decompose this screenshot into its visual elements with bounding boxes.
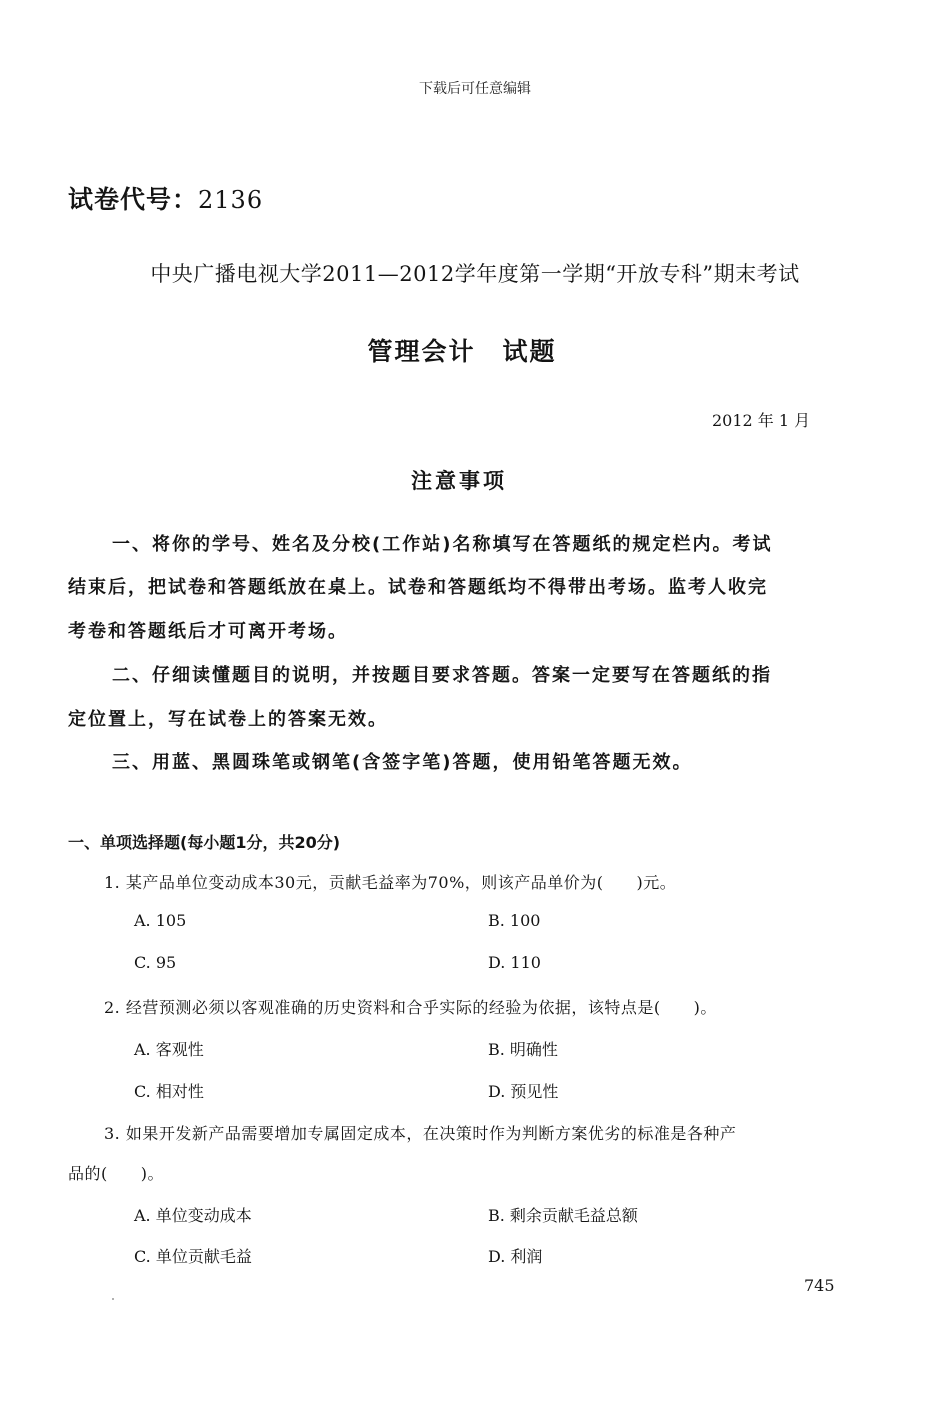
question-option: C. 单位贡献毛益 bbox=[134, 1247, 252, 1266]
notice-line: 考卷和答题纸后才可离开考场。 bbox=[68, 621, 348, 642]
question-option: A. 客观性 bbox=[134, 1040, 204, 1059]
scan-speck bbox=[112, 1298, 114, 1300]
question-option: A. 105 bbox=[134, 911, 187, 930]
exam-title: 管理会计 试题 bbox=[367, 337, 557, 366]
question-stem: 3. 如果开发新产品需要增加专属固定成本，在决策时作为判断方案优劣的标准是各种产 bbox=[104, 1124, 737, 1143]
notice-line: 三、用蓝、黑圆珠笔或钢笔(含签字笔)答题，使用铅笔答题无效。 bbox=[112, 752, 693, 773]
notice-line: 一、将你的学号、姓名及分校(工作站)名称填写在答题纸的规定栏内。考试 bbox=[112, 534, 773, 555]
notice-line: 二、仔细读懂题目的说明，并按题目要求答题。答案一定要写在答题纸的指 bbox=[112, 665, 772, 686]
notice-title: 注意事项 bbox=[411, 469, 507, 493]
paper-code bbox=[68, 180, 263, 216]
question-option: D. 预见性 bbox=[488, 1082, 559, 1101]
question-option: B. 剩余贡献毛益总额 bbox=[488, 1206, 638, 1225]
question-stem: 2. 经营预测必须以客观准确的历史资料和合乎实际的经验为依据，该特点是( )。 bbox=[104, 998, 717, 1017]
question-option: A. 单位变动成本 bbox=[134, 1206, 252, 1225]
notice-line: 结束后，把试卷和答题纸放在桌上。试卷和答题纸均不得带出考场。监考人收完 bbox=[68, 577, 768, 598]
question-stem-continued: 品的( )。 bbox=[68, 1164, 164, 1183]
question-stem: 1. 某产品单位变动成本30元，贡献毛益率为70%，则该产品单价为( )元。 bbox=[104, 873, 677, 892]
exam-header: 中央广播电视大学2011—2012学年度第一学期“开放专科”期末考试 bbox=[150, 262, 800, 286]
question-option: B. 明确性 bbox=[488, 1040, 558, 1059]
question-option: D. 利润 bbox=[488, 1247, 543, 1266]
question-option: D. 110 bbox=[488, 953, 541, 972]
question-option: C. 95 bbox=[134, 953, 177, 972]
question-option: C. 相对性 bbox=[134, 1082, 204, 1101]
download-note: 下载后可任意编辑 bbox=[419, 81, 531, 97]
question-option: B. 100 bbox=[488, 911, 541, 930]
section-heading: 一、单项选择题(每小题1分，共20分) bbox=[68, 833, 341, 852]
notice-line: 定位置上，写在试卷上的答案无效。 bbox=[68, 709, 388, 730]
paper-code-number: 2136 bbox=[198, 186, 264, 214]
exam-date: 2012 年 1 月 bbox=[712, 411, 811, 430]
paper-code-label: 试卷代号： bbox=[68, 185, 199, 214]
page-number: 745 bbox=[804, 1276, 835, 1295]
